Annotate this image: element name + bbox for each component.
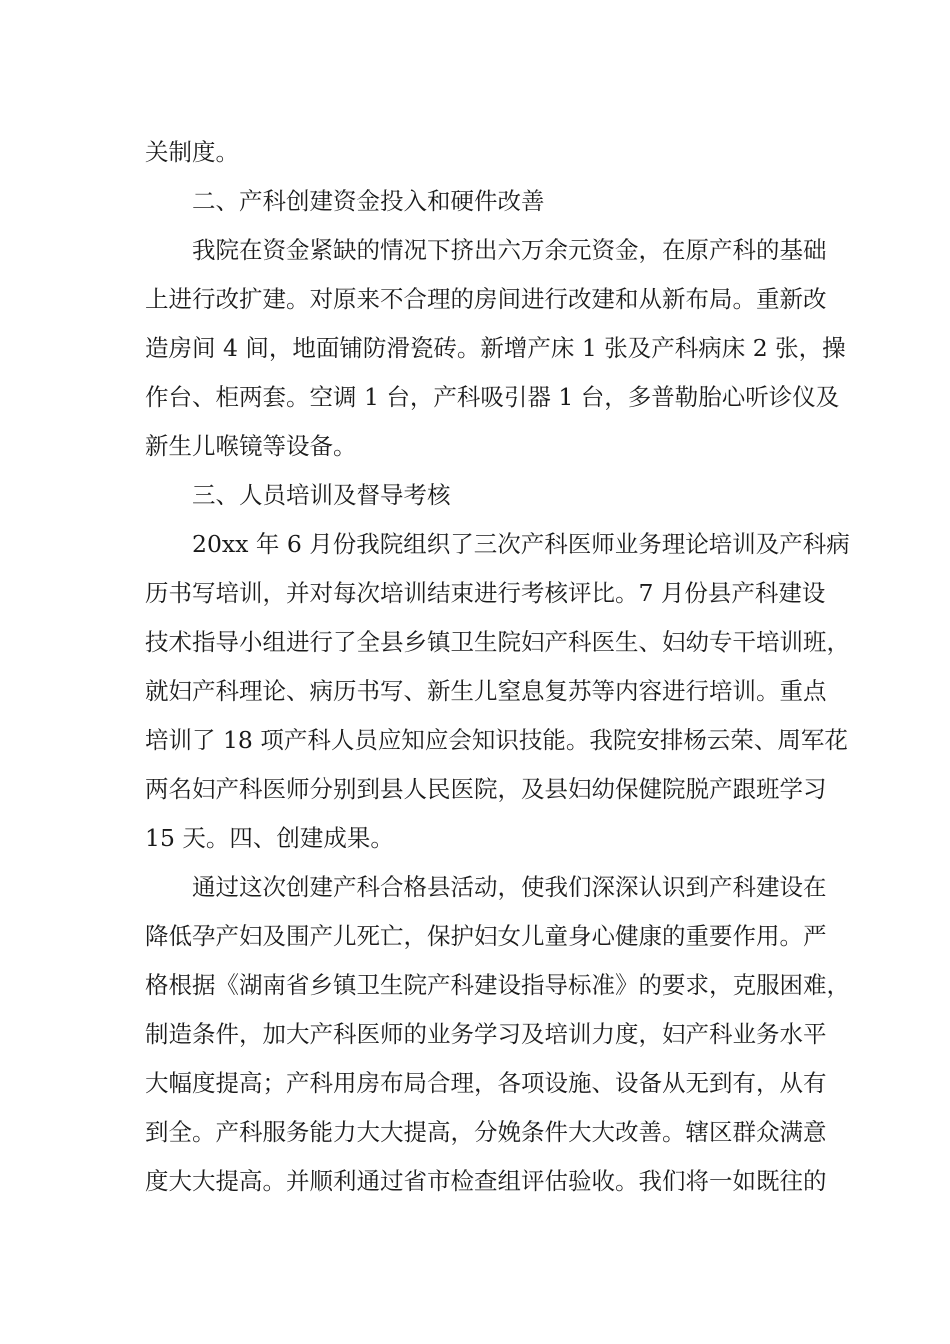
paragraph-line: 15 天。四、创建成果。	[145, 824, 394, 852]
paragraph-line: 上进行改扩建。对原来不合理的房间进行改建和从新布局。重新改	[145, 285, 827, 313]
paragraph-line: 新生儿喉镜等设备。	[145, 432, 357, 460]
paragraph-line: 20xx 年 6 月份我院组织了三次产科医师业务理论培训及产科病	[192, 530, 850, 558]
paragraph-line: 作台、柜两套。空调 1 台，产科吸引器 1 台，多普勒胎心听诊仪及	[145, 383, 840, 411]
section-heading: 三、人员培训及督导考核	[192, 481, 451, 509]
paragraph-line: 大幅度提高；产科用房布局合理，各项设施、设备从无到有，从有	[145, 1069, 827, 1097]
paragraph-line: 制造条件，加大产科医师的业务学习及培训力度，妇产科业务水平	[145, 1020, 827, 1048]
section-heading: 二、产科创建资金投入和硬件改善	[192, 187, 545, 215]
paragraph-line: 技术指导小组进行了全县乡镇卫生院妇产科医生、妇幼专干培训班，	[145, 628, 850, 656]
paragraph-line: 到全。产科服务能力大大提高，分娩条件大大改善。辖区群众满意	[145, 1118, 827, 1146]
document-body	[145, 128, 850, 1206]
paragraph-line: 通过这次创建产科合格县活动，使我们深深认识到产科建设在	[192, 873, 827, 901]
paragraph-line: 就妇产科理论、病历书写、新生儿窒息复苏等内容进行培训。重点	[145, 677, 827, 705]
paragraph-line: 降低孕产妇及围产儿死亡，保护妇女儿童身心健康的重要作用。严	[145, 922, 827, 950]
paragraph-line: 我院在资金紧缺的情况下挤出六万余元资金，在原产科的基础	[192, 236, 827, 264]
paragraph-line: 格根据《湖南省乡镇卫生院产科建设指导标准》的要求，克服困难，	[145, 971, 850, 999]
paragraph-line: 关制度。	[145, 138, 239, 166]
paragraph-line: 历书写培训，并对每次培训结束进行考核评比。7 月份县产科建设	[145, 579, 826, 607]
paragraph-line: 培训了 18 项产科人员应知应会知识技能。我院安排杨云荣、周军花	[145, 726, 848, 754]
paragraph-line: 度大大提高。并顺利通过省市检查组评估验收。我们将一如既往的	[145, 1167, 827, 1195]
paragraph-line: 两名妇产科医师分别到县人民医院，及县妇幼保健院脱产跟班学习	[145, 775, 827, 803]
paragraph-line: 造房间 4 间，地面铺防滑瓷砖。新增产床 1 张及产科病床 2 张，操	[145, 334, 846, 362]
